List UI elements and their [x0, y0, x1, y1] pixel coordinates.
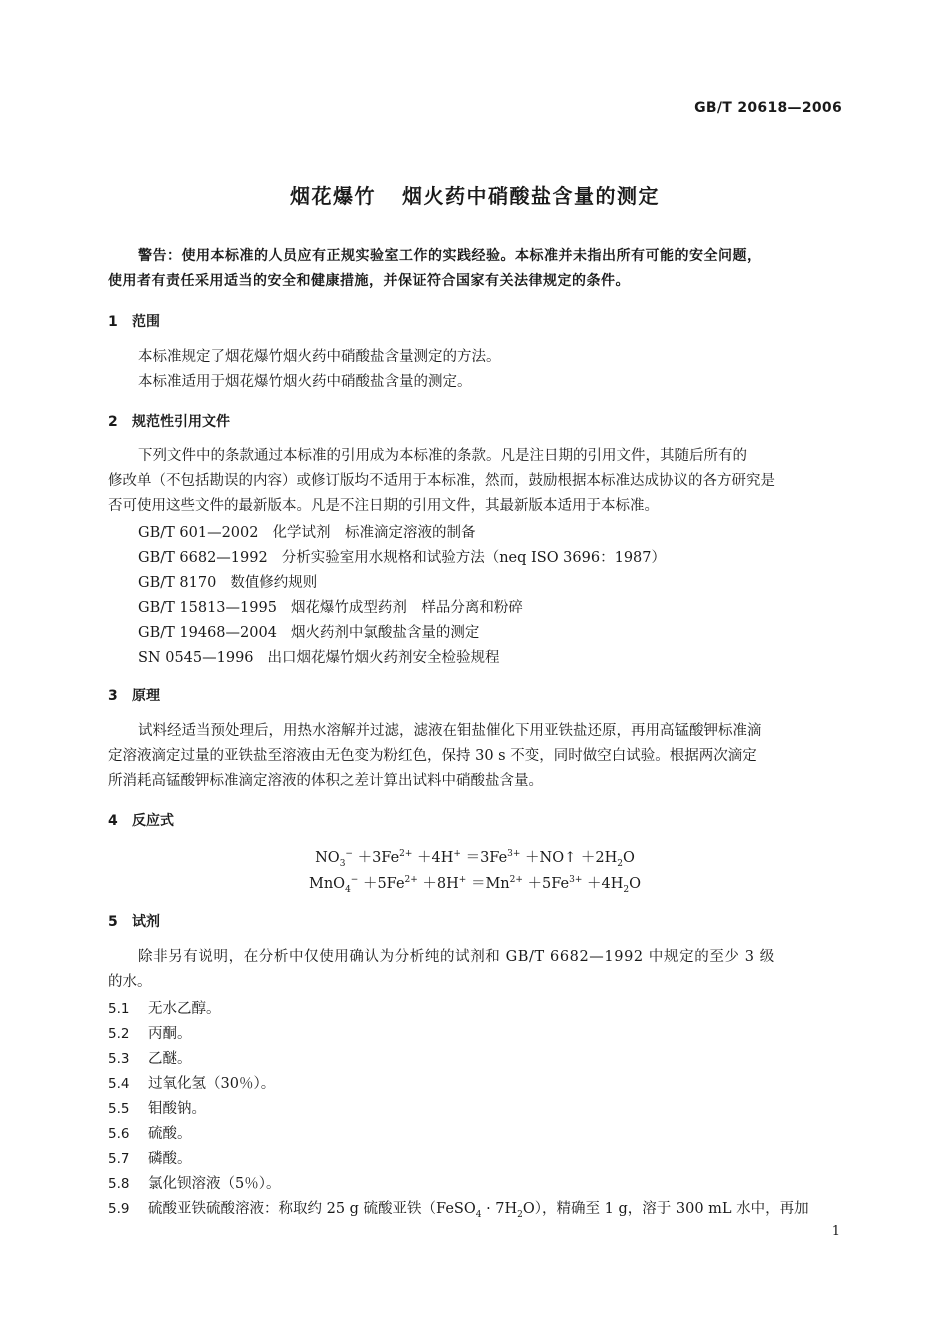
- reagent-item: [108, 1072, 275, 1093]
- standard-code: GB/T 20618—2006: [694, 100, 842, 116]
- reagent-text: 硫酸。: [148, 1126, 192, 1142]
- section-number: 1: [108, 314, 118, 330]
- section-number: 5: [108, 914, 118, 930]
- reference-code: GB/T 19468—2004: [138, 625, 277, 641]
- section-number: 2: [108, 414, 118, 430]
- references-intro: [108, 444, 842, 519]
- section-3-heading: [108, 685, 160, 705]
- reagent-number: 5.5: [108, 1101, 130, 1117]
- reagent-item: [108, 1097, 206, 1118]
- reagent-text: 乙醚。: [148, 1051, 192, 1067]
- page-number: 1: [831, 1224, 840, 1239]
- reagent-text: 氯化钡溶液（5％）。: [148, 1176, 281, 1192]
- references-intro-line-1: 下列文件中的条款通过本标准的引用成为本标准的条款。凡是注日期的引用文件，其随后所有的: [138, 448, 747, 464]
- reagent-number: 5.7: [108, 1151, 130, 1167]
- reagent-item: [108, 1022, 192, 1043]
- reference-title: 化学试剂 标准滴定溶液的制备: [272, 525, 476, 541]
- warning-line-1: 警告：使用本标准的人员应有正规实验室工作的实践经验。本标准并未指出所有可能的安全问题，: [138, 248, 762, 264]
- section-2-heading: [108, 411, 230, 431]
- section-title: 原理: [132, 688, 160, 704]
- principle-paragraph: [108, 719, 842, 794]
- reagent-number: 5.1: [108, 1001, 130, 1017]
- reference-item: [138, 646, 500, 667]
- reagent-number: 5.9: [108, 1201, 130, 1217]
- section-title: 规范性引用文件: [132, 414, 230, 430]
- principle-line-3: 所消耗高锰酸钾标准滴定溶液的体积之差计算出试料中硝酸盐含量。: [108, 773, 543, 789]
- reference-code: GB/T 15813—1995: [138, 600, 277, 616]
- reagents-intro-line-2: 的水。: [108, 974, 152, 990]
- section-1-heading: [108, 311, 160, 331]
- section-number: 3: [108, 688, 118, 704]
- section-5-heading: [108, 911, 160, 931]
- reference-item: [138, 571, 317, 592]
- reference-item: [138, 521, 475, 542]
- section-4-heading: [108, 810, 174, 830]
- reference-code: SN 0545—1996: [138, 650, 254, 666]
- reagent-text: 无水乙醇。: [148, 1001, 221, 1017]
- reference-title: 出口烟花爆竹烟火药剂安全检验规程: [267, 650, 500, 666]
- reference-title: 烟花爆竹成型药剂 样品分离和粉碎: [290, 600, 523, 616]
- reagent-item: [108, 1197, 842, 1220]
- reagents-intro: [108, 945, 842, 995]
- warning-line-2: 使用者有责任采用适当的安全和健康措施，并保证符合国家有关法律规定的条件。: [108, 273, 630, 289]
- reaction-equation-2: $MnO_4^- +5Fe^{2+} +8H^+ =Mn^{2+} +5Fe^{3+} +4H_2O$: [308, 875, 641, 895]
- reagent-item: [108, 1147, 192, 1168]
- reagent-number: 5.4: [108, 1076, 130, 1092]
- reagent-item: [108, 997, 221, 1018]
- reference-item: [138, 621, 479, 642]
- section-title: 范围: [132, 314, 160, 330]
- references-intro-line-2: 修改单（不包括勘误的内容）或修订版均不适用于本标准，然而，鼓励根据本标准达成协议的各方研究是: [108, 473, 775, 489]
- reagent-item: [108, 1122, 192, 1143]
- references-intro-line-3: 否可使用这些文件的最新版本。凡是不注日期的引用文件，其最新版本适用于本标准。: [108, 498, 659, 514]
- reference-title: 分析实验室用水规格和试验方法（neq ISO 3696：1987）: [281, 550, 666, 566]
- reagent-item: [108, 1172, 280, 1193]
- title-part-1: 烟花爆竹: [290, 184, 376, 208]
- reagent-number: 5.2: [108, 1026, 130, 1042]
- scope-line-1: 本标准规定了烟花爆竹烟火药中硝酸盐含量测定的方法。: [138, 349, 501, 365]
- reagent-text: 硫酸亚铁硫酸溶液：称取约 25 g 硫酸亚铁（FeSO$_4$ · $7H_2O$），精确至 1 g，溶于 300 mL 水中，再加: [148, 1201, 809, 1220]
- section-number: 4: [108, 813, 118, 829]
- reference-code: GB/T 601—2002: [138, 525, 259, 541]
- reference-title: 数值修约规则: [230, 575, 318, 591]
- scope-line-2: 本标准适用于烟花爆竹烟火药中硝酸盐含量的测定。: [138, 374, 472, 390]
- reference-code: GB/T 6682—1992: [138, 550, 268, 566]
- reagent-text: 磷酸。: [148, 1151, 192, 1167]
- document-title: [0, 180, 950, 209]
- reagent-text: 钼酸钠。: [148, 1101, 206, 1117]
- reference-title: 烟火药剂中氯酸盐含量的测定: [290, 625, 480, 641]
- reaction-equation-1: $NO_3^- +3Fe^{2+} +4H^+ =3Fe^{3+}$ ＋NO↑ $+2H_2O$: [315, 849, 635, 869]
- reagent-item: [108, 1047, 192, 1068]
- reagent-text: 过氧化氢（30％）。: [148, 1076, 276, 1092]
- title-part-2: 烟火药中硝酸盐含量的测定: [402, 184, 660, 208]
- reagent-number: 5.3: [108, 1051, 130, 1067]
- reagent-number: 5.8: [108, 1176, 130, 1192]
- reference-item: [138, 596, 523, 617]
- principle-line-1: 试料经适当预处理后，用热水溶解并过滤，滤液在钼盐催化下用亚铁盐还原，再用高锰酸钾标准滴: [138, 723, 762, 739]
- section-title: 试剂: [132, 914, 160, 930]
- reagent-text: 丙酮。: [148, 1026, 192, 1042]
- gas-arrow-icon: ↑: [564, 850, 577, 866]
- principle-line-2: 定溶液滴定过量的亚铁盐至溶液由无色变为粉红色，保持 30 s 不变，同时做空白试验。根据两次滴定: [108, 748, 757, 764]
- section-title: 反应式: [132, 813, 174, 829]
- reagents-intro-line-1: 除非另有说明，在分析中仅使用确认为分析纯的试剂和 GB/T 6682—1992 中规定的至少 3 级: [138, 949, 775, 965]
- reference-code: GB/T 8170: [138, 575, 217, 591]
- warning-paragraph: [108, 244, 842, 294]
- reagent-number: 5.6: [108, 1126, 130, 1142]
- reference-item: [138, 546, 666, 567]
